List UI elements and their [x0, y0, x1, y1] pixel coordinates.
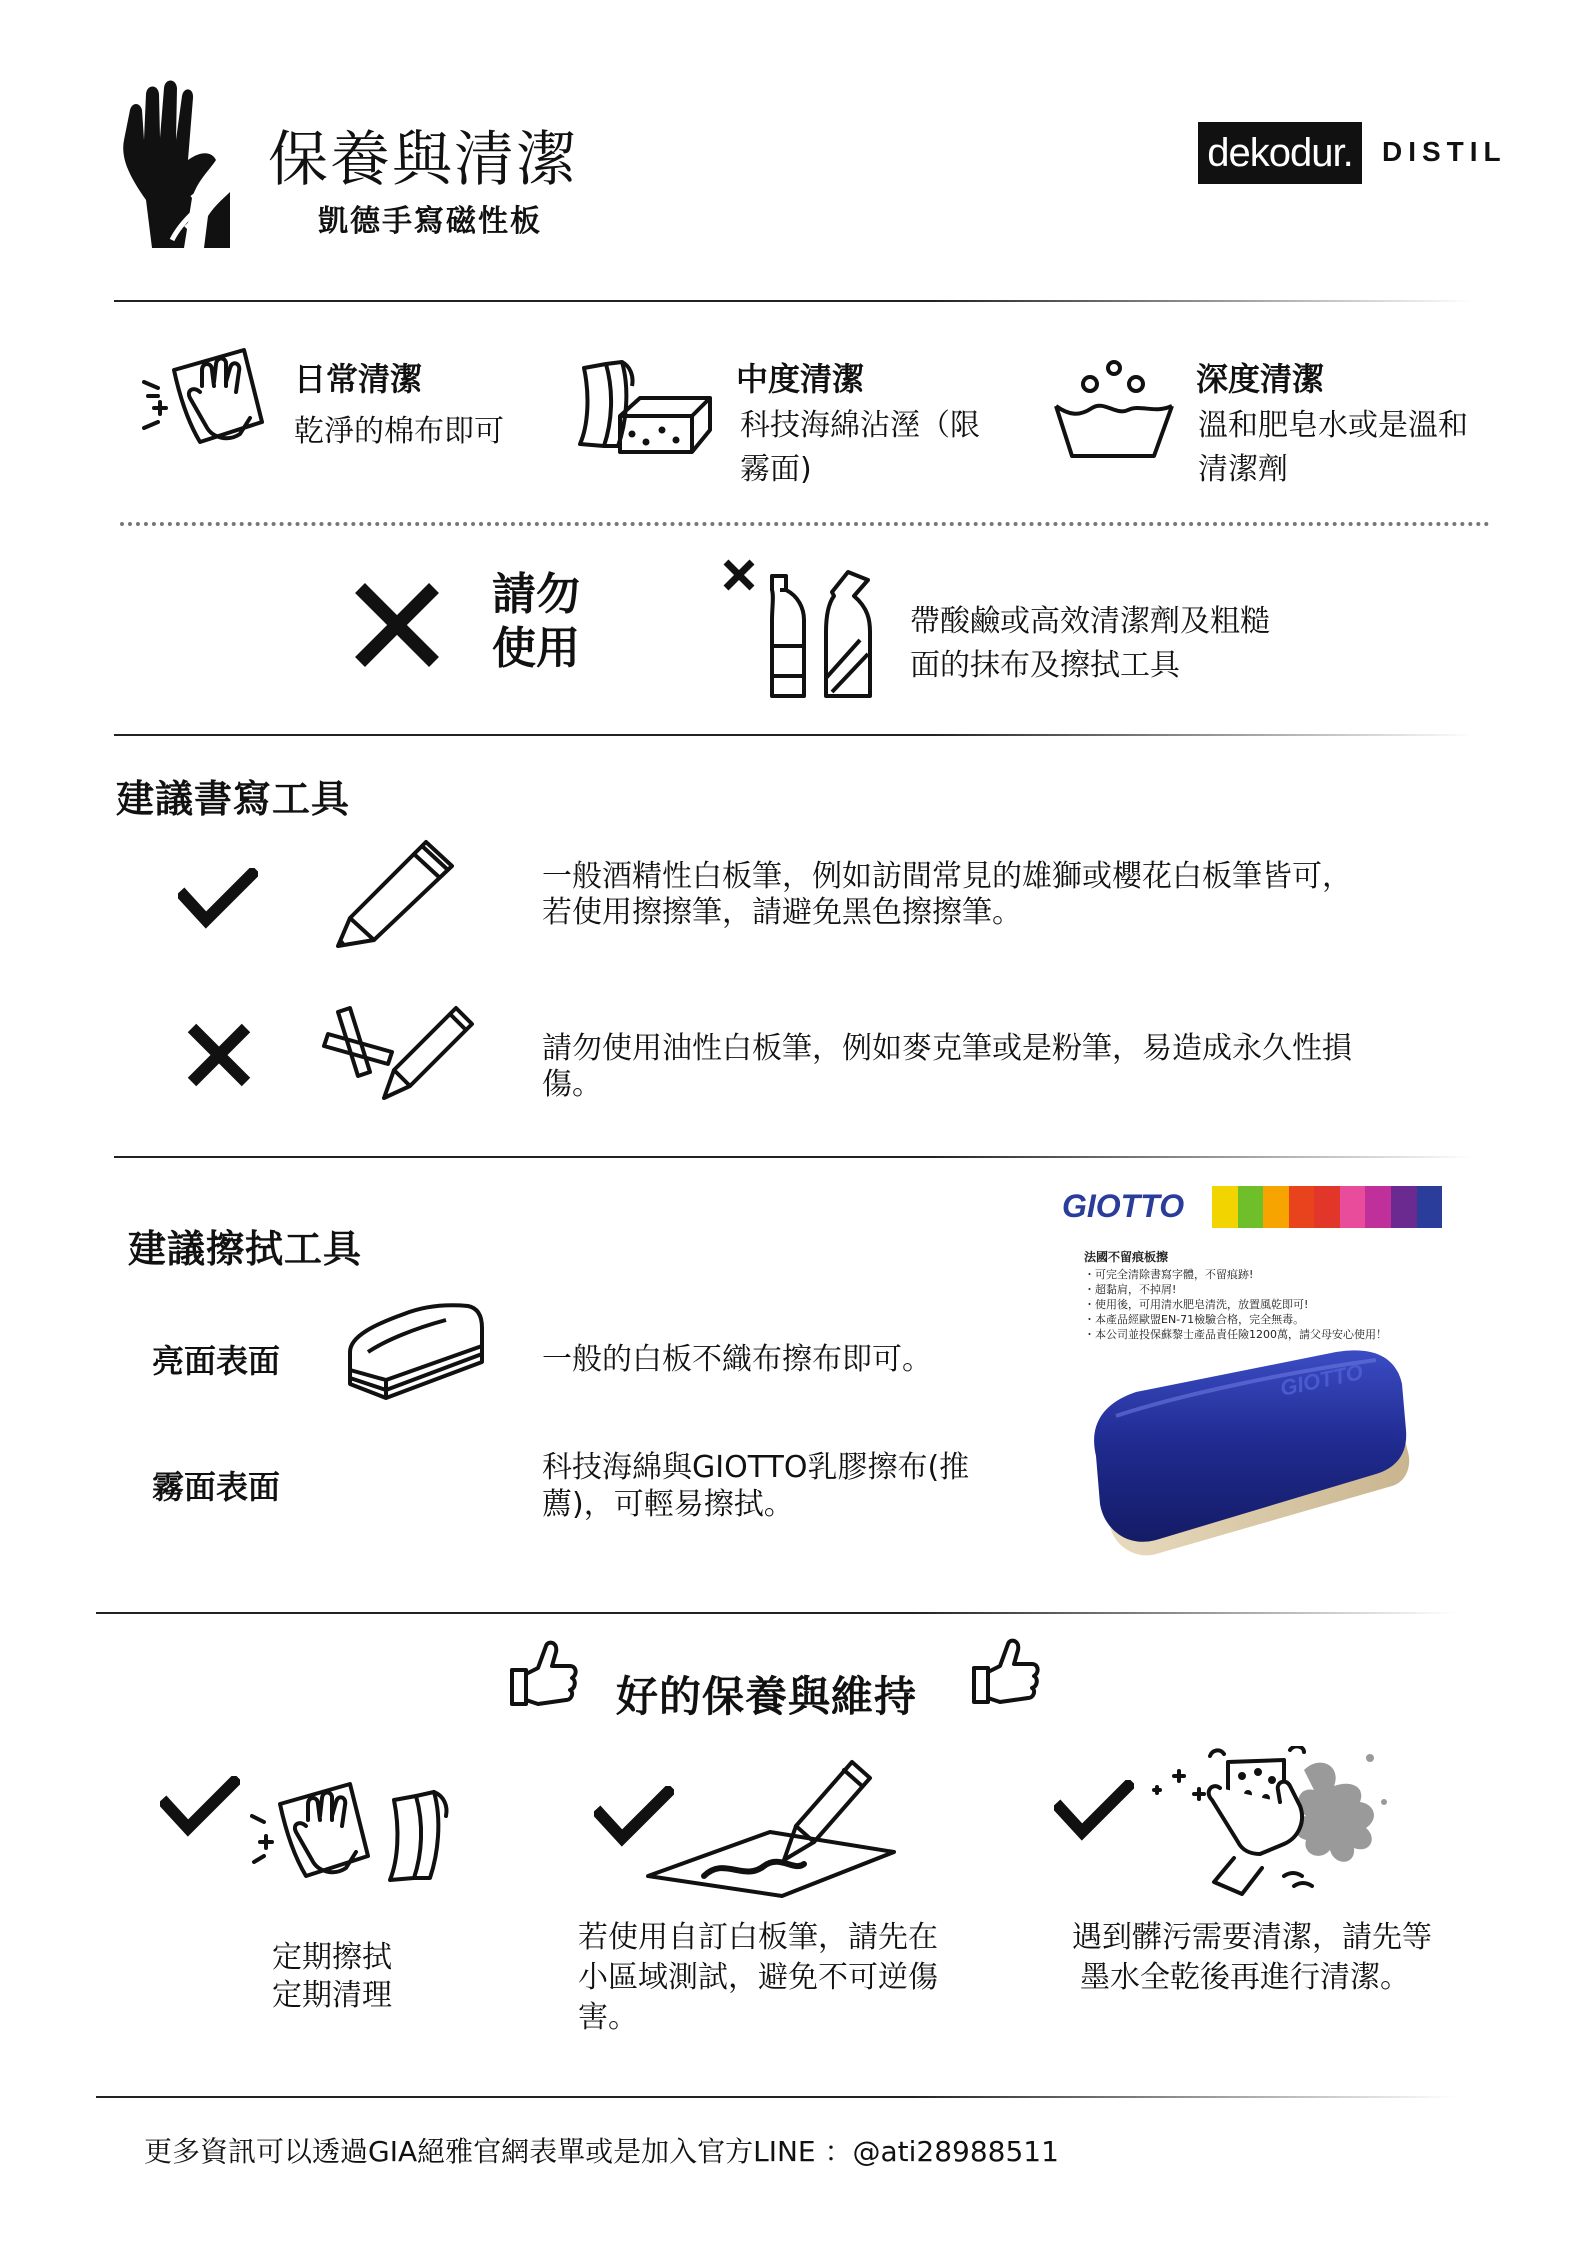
- maintenance-item-1-line-1: 定期擦拭: [272, 1940, 392, 1975]
- writing-ok-desc-2: 若使用擦擦筆，請避免黑色擦擦筆。: [542, 895, 1022, 930]
- giotto-color-bar: [1062, 1186, 1442, 1228]
- divider: [114, 734, 1474, 736]
- writing-ok-desc-1: 一般酒精性白板筆，例如訪間常見的雄獅或櫻花白板筆皆可，: [542, 859, 1352, 894]
- level-daily-title: 日常清潔: [294, 360, 423, 398]
- level-moderate-desc-1: 科技海綿沾溼（限: [740, 408, 980, 443]
- giotto-brand-label: GIOTTO: [1062, 1188, 1185, 1224]
- eraser-brand-text: GIOTTO: [1277, 1358, 1366, 1401]
- checkmark-icon: [160, 1776, 240, 1838]
- maintenance-item-2-line-3: 害。: [578, 2000, 638, 2035]
- wait-dry-then-clean-icon: [1134, 1746, 1394, 1896]
- hands-care-icon: [112, 80, 232, 250]
- divider: [114, 300, 1474, 302]
- do-not-use-desc-1: 帶酸鹼或高效清潔劑及粗糙: [910, 604, 1270, 639]
- matte-surface-label: 霧面表面: [152, 1468, 281, 1506]
- dekodur-logo: dekodur.: [1198, 122, 1362, 184]
- giotto-card-line: ・本產品經歐盟EN-71檢驗合格，完全無毒。: [1084, 1313, 1305, 1326]
- giotto-stripe: [1340, 1186, 1366, 1228]
- giotto-stripe: [1314, 1186, 1340, 1228]
- do-not-use-label-1: 請勿: [492, 569, 580, 620]
- divider: [96, 2096, 1456, 2098]
- chalk-and-oil-marker-icon: [318, 1002, 478, 1102]
- writing-no-desc-2: 傷。: [542, 1067, 602, 1102]
- maintenance-heading: 好的保養與維持: [616, 1672, 918, 1721]
- large-x-icon: [352, 580, 442, 670]
- divider: [114, 1156, 1474, 1158]
- sponge-cloth-icon: [570, 356, 720, 466]
- writing-no-desc-1: 請勿使用油性白板筆，例如麥克筆或是粉筆，易造成永久性損: [542, 1031, 1352, 1066]
- wash-basin-icon: [1050, 356, 1180, 466]
- dotted-divider: [120, 522, 1490, 526]
- giotto-stripe: [1238, 1186, 1264, 1228]
- matte-surface-desc-2: 薦)，可輕易擦拭。: [542, 1487, 794, 1522]
- level-moderate-desc-2: 霧面): [740, 452, 812, 487]
- level-moderate-title: 中度清潔: [736, 360, 865, 398]
- thumbs-up-icon: [508, 1638, 578, 1708]
- giotto-card-lines: [1084, 1267, 1442, 1342]
- level-deep-title: 深度清潔: [1196, 360, 1325, 398]
- page-subtitle: 凱德手寫磁性板: [318, 204, 542, 239]
- giotto-stripe: [1417, 1186, 1443, 1228]
- distil-logo: DISTIL: [1382, 136, 1507, 167]
- x-icon: [186, 1022, 252, 1088]
- giotto-card-line: ・可完全清除書寫字體，不留痕跡!: [1084, 1268, 1254, 1281]
- hand-wiping-cloth-icon: [140, 342, 270, 462]
- hand-wiping-cloth-icon: [250, 1770, 460, 1900]
- checkmark-icon: [1054, 1780, 1134, 1842]
- glossy-surface-desc: 一般的白板不織布擦布即可。: [542, 1342, 932, 1377]
- giotto-eraser-image: [1086, 1346, 1426, 1576]
- maintenance-item-2-line-2: 小區域測試，避免不可逆傷: [578, 1960, 938, 1995]
- do-not-use-label-2: 使用: [492, 623, 580, 674]
- page-title: 保養與清潔: [268, 125, 578, 195]
- whiteboard-eraser-icon: [346, 1300, 486, 1410]
- giotto-card-line: ・超黏肩，不掉屑!: [1084, 1283, 1177, 1296]
- glossy-surface-label: 亮面表面: [152, 1342, 281, 1380]
- giotto-card-line: ・本公司並投保蘇黎士產品責任險1200萬，請父母安心使用！: [1084, 1328, 1387, 1341]
- maintenance-item-1-line-2: 定期清理: [272, 1978, 392, 2013]
- level-deep-desc-1: 溫和肥皂水或是溫和: [1198, 408, 1468, 443]
- maintenance-item-3-line-2: 墨水全乾後再進行清潔。: [1080, 1960, 1410, 1995]
- maintenance-item-3-line-1: 遇到髒污需要清潔，請先等: [1072, 1920, 1432, 1955]
- giotto-stripe: [1212, 1186, 1238, 1228]
- giotto-stripe: [1365, 1186, 1391, 1228]
- level-deep-desc-2: 清潔劑: [1198, 452, 1288, 487]
- footer-contact-text: 更多資訊可以透過GIA絕雅官網表單或是加入官方LINE ：@ati28988511: [144, 2135, 1059, 2168]
- writing-tools-heading: 建議書寫工具: [116, 777, 351, 821]
- pen-test-on-board-icon: [644, 1756, 904, 1906]
- giotto-product-card: [1062, 1186, 1442, 1346]
- do-not-use-desc-2: 面的抹布及擦拭工具: [910, 648, 1180, 683]
- giotto-card-title: 法國不留痕板擦: [1084, 1250, 1169, 1264]
- checkmark-icon: [178, 868, 258, 930]
- giotto-stripe: [1263, 1186, 1289, 1228]
- matte-surface-desc-1: 科技海綿與GIOTTO乳膠擦布(推: [542, 1450, 970, 1485]
- chemical-bottles-icon: [722, 556, 882, 706]
- divider: [96, 1612, 1456, 1614]
- maintenance-item-2-line-1: 若使用自訂白板筆，請先在: [578, 1920, 938, 1955]
- giotto-stripe: [1391, 1186, 1417, 1228]
- thumbs-up-icon: [970, 1636, 1040, 1706]
- erasing-tools-heading: 建議擦拭工具: [128, 1227, 363, 1271]
- giotto-stripe: [1289, 1186, 1315, 1228]
- level-daily-desc: 乾淨的棉布即可: [294, 414, 504, 449]
- marker-pen-icon: [330, 834, 460, 954]
- giotto-card-line: ・使用後，可用清水肥皂清洗，放置風乾即可!: [1084, 1298, 1309, 1311]
